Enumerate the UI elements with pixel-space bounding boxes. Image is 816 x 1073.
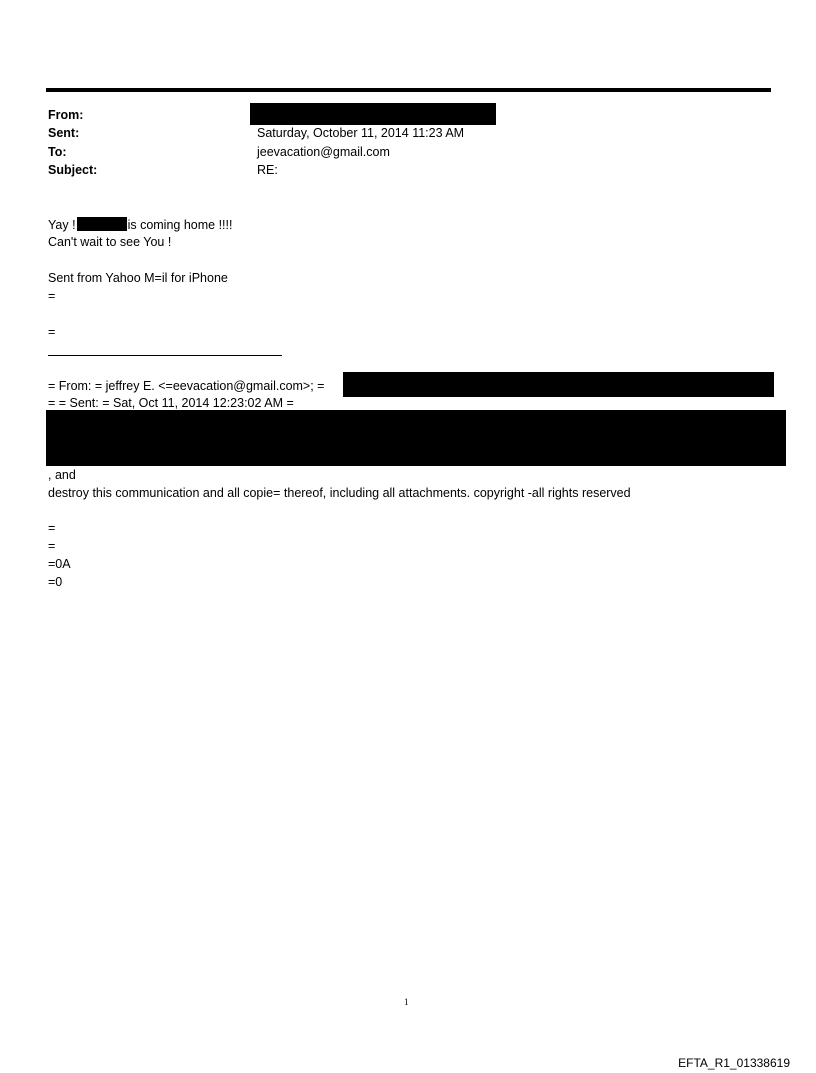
body-eq-5: =0A	[48, 557, 71, 571]
header-rule	[46, 88, 771, 92]
body-line-1	[48, 217, 232, 232]
subject-label: Subject:	[48, 163, 98, 177]
and-line: , and	[48, 468, 76, 482]
page-number: 1	[404, 997, 409, 1007]
redaction-block	[46, 410, 786, 466]
body-line-3: Sent from Yahoo M=il for iPhone	[48, 271, 228, 285]
body-eq-3: =	[48, 521, 56, 535]
body-line-2: Can't wait to see You !	[48, 235, 172, 249]
forward-from-line: = From: = jeffrey E. <=eevacation@gmail.com>; =	[48, 379, 325, 393]
body-line-1-end: is coming home !!!!	[127, 218, 233, 232]
to-label: To:	[48, 145, 67, 159]
redaction-name	[77, 217, 127, 231]
sent-value: Saturday, October 11, 2014 11:23 AM	[257, 126, 465, 140]
body-eq-4: =	[48, 539, 56, 553]
forward-sent-line: = = Sent: = Sat, Oct 11, 2014 12:23:02 AM =	[48, 396, 294, 410]
redaction-from	[250, 103, 496, 125]
subject-value: RE:	[257, 163, 278, 177]
body-line-1-start: Yay !	[48, 218, 76, 232]
from-label: From:	[48, 108, 84, 122]
disclaimer-line: destroy this communication and all copie= thereof, including all attachments. copyright -all rights reserved	[48, 486, 631, 500]
body-eq-6: =0	[48, 575, 63, 589]
body-eq-1: =	[48, 289, 56, 303]
to-value: jeevacation@gmail.com	[257, 145, 390, 159]
body-eq-2: =	[48, 325, 56, 339]
bates-number: EFTA_R1_01338619	[678, 1056, 790, 1070]
sent-label: Sent:	[48, 126, 80, 140]
separator-line	[48, 355, 282, 356]
redaction-forward-from	[343, 372, 774, 397]
